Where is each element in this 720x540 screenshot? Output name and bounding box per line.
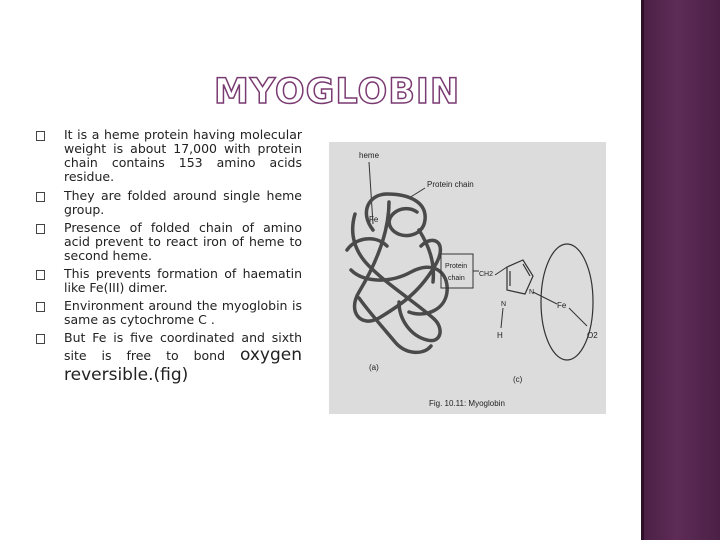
decorative-sidebar	[641, 0, 720, 540]
bullet-box-icon	[36, 192, 45, 202]
figure-label-protein-chain: Protein chain	[427, 180, 474, 189]
bullet-box-icon	[36, 224, 45, 234]
heme-plane-ellipse	[541, 244, 593, 360]
bullet-item	[36, 128, 302, 184]
bullet-box-icon	[36, 131, 45, 141]
figure-label-ch2: CH2	[479, 271, 494, 278]
bullet-text: Environment around the myoglobin is same as cytochrome C .	[64, 298, 302, 327]
figure-label-fe-left: Fe	[369, 215, 379, 224]
bullet-item	[36, 267, 302, 295]
bullet-box-icon	[36, 270, 45, 280]
bullet-item	[36, 221, 302, 263]
figure-label-n-bottom: N	[501, 301, 507, 308]
figure-caption: Fig. 10.11: Myoglobin	[429, 399, 505, 408]
figure-label-o2: O2	[587, 331, 598, 340]
myoglobin-figure	[329, 142, 606, 414]
bullet-text-part: But Fe is five coordinated and sixth site is free to bond	[64, 330, 302, 363]
sidebar-edge	[641, 0, 644, 540]
bullet-item	[36, 331, 302, 385]
bullet-text-large: oxygen reversible.(fig)	[64, 345, 302, 385]
ch2-bond-line	[495, 267, 507, 275]
figure-label-h: H	[497, 331, 503, 340]
box-text-protein: Protein	[445, 263, 468, 270]
n-fe-bond-line	[533, 292, 557, 304]
bullet-box-icon	[36, 302, 45, 312]
slide-title: MYOGLOBIN	[214, 72, 461, 112]
bullet-item	[36, 189, 302, 217]
figure-label-heme: heme	[359, 151, 380, 160]
figure-label-c: (c)	[513, 375, 523, 384]
fe-o2-bond-line	[569, 308, 587, 326]
bullet-text	[64, 330, 302, 383]
n-h-bond-line	[501, 308, 503, 328]
figure-label-n-top: N	[529, 289, 535, 296]
myoglobin-diagram	[329, 142, 606, 414]
box-text-chain: chain	[448, 275, 465, 282]
bullet-text: Presence of folded chain of amino acid prevent to react iron of heme to second heme.	[64, 220, 302, 263]
figure-label-a: (a)	[369, 363, 379, 372]
bullet-box-icon	[36, 334, 45, 344]
bullet-text: They are folded around single heme group.	[64, 188, 302, 217]
bullet-item	[36, 299, 302, 327]
bullet-text: This prevents formation of haematin like Fe(III) dimer.	[64, 266, 302, 295]
bullet-list	[36, 128, 302, 389]
bullet-text: It is a heme protein having molecular weight is about 17,000 with protein chain contains 153 amino acids residue.	[64, 127, 302, 184]
folded-protein-chain	[347, 194, 447, 352]
figure-label-fe-right: Fe	[557, 301, 567, 310]
